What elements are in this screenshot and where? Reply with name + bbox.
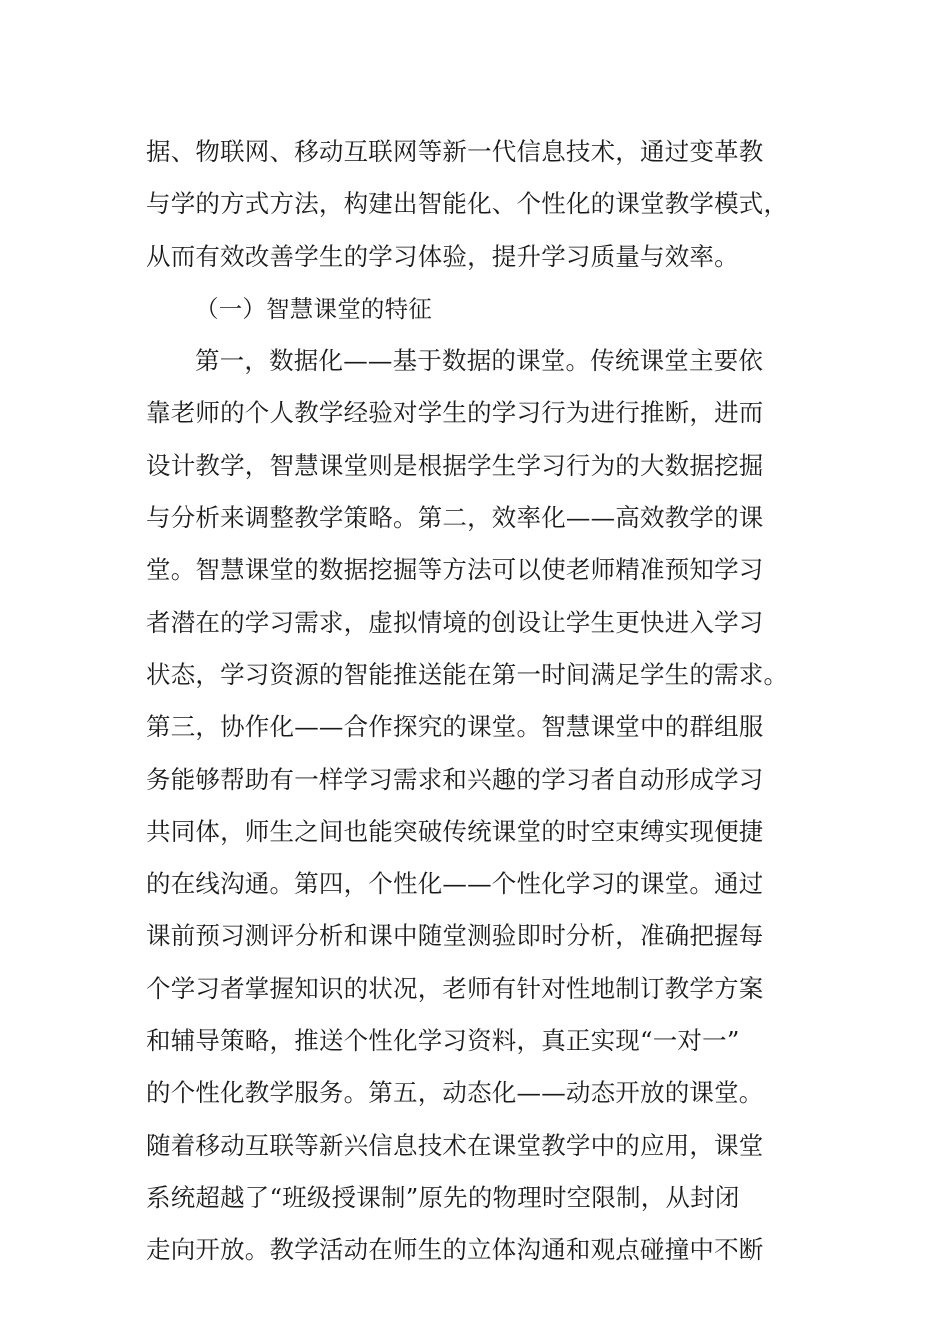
paragraph-line: 靠老师的个人教学经验对学生的学习行为进行推断，进而	[146, 398, 764, 428]
paragraph-line: 走向开放。教学活动在师生的立体沟通和观点碰撞中不断	[146, 1235, 764, 1265]
paragraph-line: 与学的方式方法，构建出智能化、个性化的课堂教学模式，	[146, 189, 789, 219]
paragraph-line: 与分析来调整教学策略。第二，效率化——高效教学的课	[146, 503, 764, 533]
paragraph-line: 务能够帮助有一样学习需求和兴趣的学习者自动形成学习	[146, 764, 764, 794]
paragraph-line: 随着移动互联等新兴信息技术在课堂教学中的应用，课堂	[146, 1130, 764, 1160]
paragraph-line: 第一，数据化——基于数据的课堂。传统课堂主要依	[195, 346, 764, 376]
paragraph-line: 课前预习测评分析和课中随堂测验即时分析，准确把握每	[146, 921, 764, 951]
body-text	[146, 126, 806, 1277]
paragraph-line: 个学习者掌握知识的状况，老师有针对性地制订教学方案	[146, 973, 764, 1003]
paragraph-line: 共同体，师生之间也能突破传统课堂的时空束缚实现便捷	[146, 816, 764, 846]
paragraph-line: 堂。智慧课堂的数据挖掘等方法可以使老师精准预知学习	[146, 555, 764, 585]
paragraph-line: 者潜在的学习需求，虚拟情境的创设让学生更快进入学习	[146, 607, 764, 637]
paragraph-line: 的个性化教学服务。第五，动态化——动态开放的课堂。	[146, 1078, 764, 1108]
paragraph-line: 据、物联网、移动互联网等新一代信息技术，通过变革教	[146, 137, 764, 166]
paragraph-line: 系统超越了“班级授课制”原先的物理时空限制，从封闭	[146, 1182, 740, 1212]
paragraph-line: 第三，协作化——合作探究的课堂。智慧课堂中的群组服	[146, 712, 764, 742]
paragraph-line: 的在线沟通。第四，个性化——个性化学习的课堂。通过	[146, 869, 764, 899]
paragraph-line: 状态，学习资源的智能推送能在第一时间满足学生的需求。	[146, 659, 789, 689]
paragraph-line: 设计教学，智慧课堂则是根据学生学习行为的大数据挖掘	[146, 450, 764, 480]
paragraph-line: 和辅导策略，推送个性化学习资料，真正实现“一对一”	[146, 1026, 740, 1056]
section-heading: （一）智慧课堂的特征	[195, 294, 432, 323]
paragraph-line: 从而有效改善学生的学习体验，提升学习质量与效率。	[146, 241, 739, 271]
